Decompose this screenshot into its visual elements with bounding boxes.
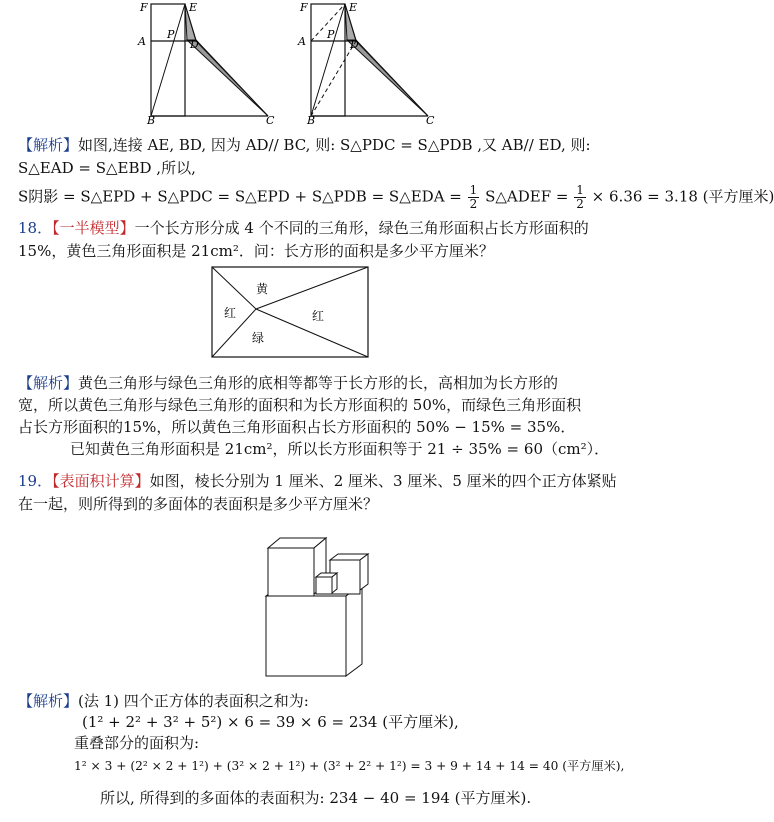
label-green: 绿: [252, 331, 265, 345]
question-19-line-2: 在一起，则所得到的多面体的表面积是多少平方厘米？: [18, 495, 379, 513]
solution-19-line-3: 重叠部分的面积为:: [74, 734, 200, 752]
question-number: 18．: [18, 219, 53, 237]
question-tag: 【表面积计算】: [52, 472, 150, 490]
fraction-denominator: 2: [576, 197, 584, 211]
solution-19-line-1: [18, 690, 309, 712]
solution-text: 黄色三角形与绿色三角形的底相等都等于长方形的长，高相加为长方形的: [78, 374, 559, 392]
fig1-label-f: F: [140, 1, 148, 14]
question-text: 一个长方形分成 4 个不同的三角形，绿色三角形面积占长方形面积的: [134, 219, 589, 237]
solution-tag: 【解析】: [18, 374, 79, 392]
fraction-denominator: 2: [469, 197, 478, 211]
fig1-label-c: C: [266, 114, 275, 127]
solution-eq-a: S阴影 = S△EPD + S△PDC = S△EPD + S△PDB = S△EDA =: [18, 187, 462, 206]
fig2-label-p: P: [327, 28, 335, 41]
question-number: 19．: [18, 472, 53, 490]
label-yellow: 黄: [256, 282, 269, 296]
fraction-half-1: [468, 184, 480, 211]
fig2-label-e: E: [349, 1, 358, 14]
question-18-line-1: [18, 217, 589, 239]
fraction-numerator: 1: [576, 183, 584, 197]
solution-text: 如图,连接 AE, BD, 因为 AD// BC, 则: S△PDC = S△PDB ,又 AB// ED, 则:: [78, 136, 591, 154]
fig1-label-p: P: [167, 28, 175, 41]
solution-eq-c: × 6.36 = 3.18 (平方厘米): [591, 187, 774, 206]
solution-eq-b: S△ADEF =: [485, 187, 569, 206]
fig1-label-d: D: [190, 38, 199, 51]
figure-1-trapezoid: [135, 0, 285, 125]
fig1-label-a: A: [138, 35, 146, 48]
fig2-label-c: C: [426, 114, 435, 127]
question-tag: 【一半模型】: [52, 219, 135, 237]
solution-18-line-1: [18, 372, 558, 394]
solution-18-line-3: 占长方形面积的15%，所以黄色三角形面积占长方形面积的 50% − 15% = 35%．: [18, 418, 576, 436]
solution-19-line-2: (1² + 2² + 3² + 5²) × 6 = 39 × 6 = 234 (平方厘米),: [82, 713, 459, 731]
solution-17-line-2: S△EAD = S△EBD ,所以,: [18, 159, 196, 177]
solution-17-line-1: [18, 134, 591, 156]
fig1-label-e: E: [189, 1, 198, 14]
fraction-half-2: [574, 184, 586, 211]
figure-stacked-cubes: [262, 530, 382, 680]
label-red-right: 红: [312, 309, 325, 323]
question-19-line-1: [18, 470, 617, 492]
fig2-label-b: B: [307, 114, 316, 127]
fig2-label-f: F: [300, 1, 308, 14]
fig2-label-d: D: [350, 38, 359, 51]
solution-tag: 【解析】: [18, 692, 79, 710]
fig2-label-a: A: [298, 35, 306, 48]
question-18-line-2: 15%，黄色三角形面积是 21cm²．问：长方形的面积是多少平方厘米？: [18, 242, 494, 260]
solution-18-line-4: 已知黄色三角形面积是 21cm²，所以长方形面积等于 21 ÷ 35% = 60（cm²）．: [70, 440, 610, 458]
question-text: 如图，棱长分别为 1 厘米、2 厘米、3 厘米、5 厘米的四个正方体紧贴: [149, 472, 617, 490]
figure-2-trapezoid: [295, 0, 445, 125]
fraction-numerator: 1: [469, 183, 478, 197]
solution-19-line-5: 所以, 所得到的多面体的表面积为: 234 − 40 = 194 (平方厘米).: [100, 789, 532, 807]
label-red-left: 红: [224, 306, 237, 320]
fig1-label-b: B: [147, 114, 156, 127]
figure-rectangle-triangles: [210, 265, 372, 361]
solution-17-line-3: [18, 184, 774, 211]
solution-text: (法 1) 四个正方体的表面积之和为:: [78, 692, 309, 710]
solution-19-line-4: 1² × 3 + (2² × 2 + 1²) + (3² × 2 + 1²) + (3² + 2² + 1²) = 3 + 9 + 14 + 14 = 40 (平方厘米),: [74, 759, 625, 773]
solution-tag: 【解析】: [18, 136, 79, 154]
solution-18-line-2: 宽，所以黄色三角形与绿色三角形的面积和为长方形面积的 50%，而绿色三角形面积: [18, 396, 582, 414]
